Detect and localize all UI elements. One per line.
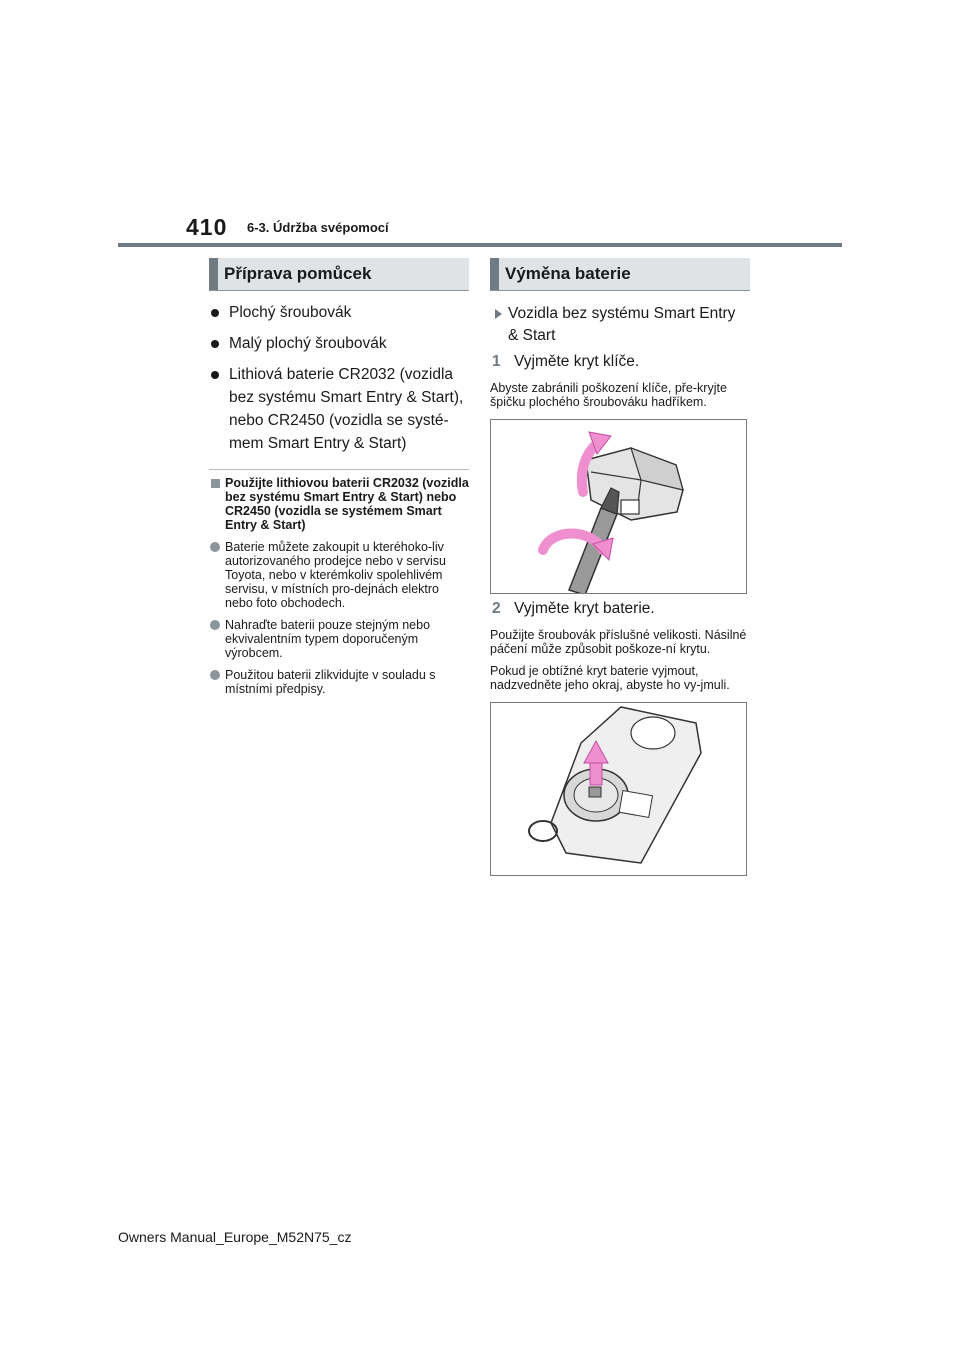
note-item: Nahraďte baterii pouze stejným nebo ekvivalentním typem doporučeným výrobcem. [209,618,469,660]
note-item: Baterie můžete zakoupit u kteréhoko-liv autorizovaného prodejce nebo v servisu Toyota, nebo v kterémkoliv spolehlivém servisu, v místních pro-dejnách elektro nebo foto obchodech. [209,540,469,610]
step-2: 2 Vyjměte kryt baterie. [490,598,750,620]
step-2-note: Pokud je obtížné kryt baterie vyjmout, nadzvedněte jeho okraj, abyste ho vy-jmuli. [490,664,730,692]
bullet-icon [211,309,219,317]
circle-bullet-icon [210,670,220,680]
list-item: Lithiová baterie CR2032 (vozidla bez systému Smart Entry & Start), nebo CR2450 (vozidla se systé-mem Smart Entry & Start) [209,363,469,455]
step-1-note: Abyste zabránili poškození klíče, pře-kryjte špičku plochého šroubováku hadříkem. [490,381,727,409]
circle-bullet-icon [210,620,220,630]
left-heading-rule [209,290,469,291]
list-item: Plochý šroubovák [209,301,469,324]
info-heading: Použijte lithiovou baterii CR2032 (vozidla bez systému Smart Entry & Start) nebo CR2450 (vozidla se systémem Smart Entry & Start) [209,476,469,532]
battery-cover-illustration [491,703,747,876]
step-2-note: Použijte šroubovák příslušné velikosti. Násilné páčení může způsobit poškoze-ní krytu. [490,628,747,656]
bullet-icon [211,340,219,348]
left-column [209,258,469,696]
page-number: 410 [186,214,228,240]
info-rule [209,469,469,470]
circle-bullet-icon [210,542,220,552]
bullet-icon [211,371,219,379]
step-number: 1 [492,353,501,370]
right-heading: Výměna baterie [490,258,750,290]
key-cover-removal-figure [490,419,747,594]
battery-cover-removal-figure [490,702,747,876]
header-rule [118,243,842,247]
left-heading: Příprava pomůcek [209,258,469,290]
square-bullet-icon [211,479,220,488]
right-column [490,258,750,876]
step-1: 1 Vyjměte kryt klíče. [490,351,750,373]
list-item: Malý plochý šroubovák [209,332,469,355]
section-title: 6-3. Údržba svépomocí [247,220,389,235]
key-cover-illustration [491,420,747,594]
triangle-bullet-icon [495,309,502,319]
right-heading-rule [490,290,750,291]
condition-item: Vozidla bez systému Smart Entry & Start [490,303,750,347]
note-item: Použitou baterii zlikvidujte v souladu s místními předpisy. [209,668,469,696]
footer-doc-id: Owners Manual_Europe_M52N75_cz [118,1229,352,1245]
tools-list [209,301,469,455]
step-number: 2 [492,600,501,617]
